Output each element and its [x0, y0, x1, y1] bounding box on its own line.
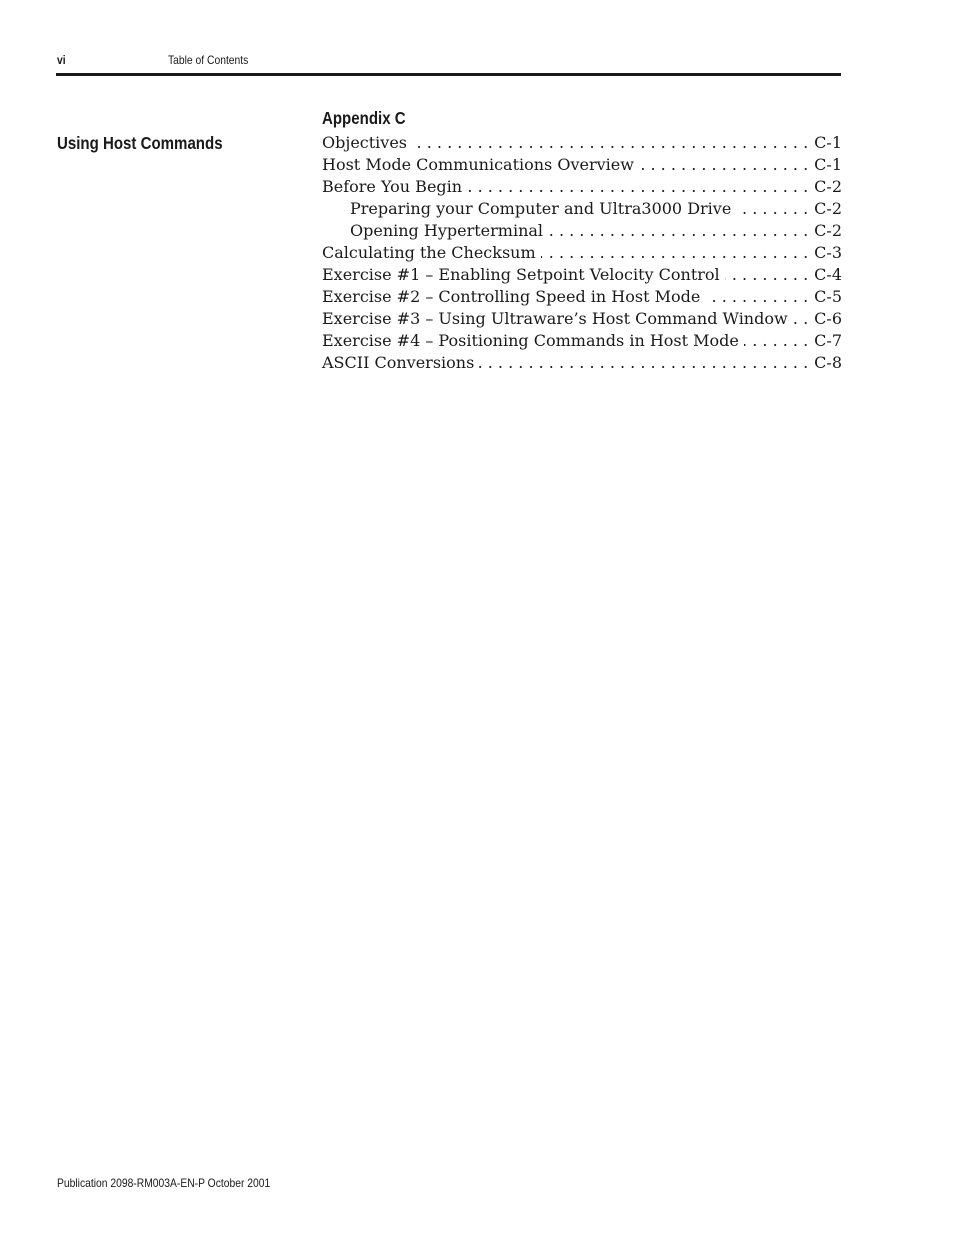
toc-entry-title: Exercise #1 – Enabling Setpoint Velocity Control	[322, 265, 720, 284]
page-folio: vi	[57, 53, 66, 67]
toc-dot-leader	[639, 154, 814, 176]
toc-entry-page: C-1	[814, 133, 842, 152]
toc-entry-title: Before You Begin	[322, 177, 463, 196]
chapter-title: Using Host Commands	[57, 133, 223, 153]
toc-dot-leader	[744, 330, 814, 352]
toc-entry-exercise-4[interactable]	[322, 330, 842, 352]
toc-entry-page: C-3	[814, 243, 842, 262]
toc-entry-title: Preparing your Computer and Ultra3000 Drive	[350, 199, 732, 218]
toc-entry-page: C-1	[814, 155, 842, 174]
toc-entry-calculating-the-checksum[interactable]	[322, 242, 842, 264]
running-head-title: Table of Contents	[168, 53, 249, 67]
toc-dot-leader	[412, 132, 814, 154]
toc-entry-page: C-5	[814, 287, 842, 306]
toc-entry-title: Exercise #4 – Positioning Commands in Host Mode	[322, 331, 739, 350]
toc-entry-title: Exercise #3 – Using Ultraware’s Host Command Window	[322, 309, 788, 328]
toc-entry-ascii-conversions[interactable]	[322, 352, 842, 374]
toc-entry-exercise-1[interactable]	[322, 264, 842, 286]
toc-dot-leader	[541, 242, 815, 264]
toc-dot-leader	[479, 352, 814, 374]
toc-entry-page: C-8	[814, 353, 842, 372]
toc-entry-page: C-2	[814, 177, 842, 196]
toc-entry-host-mode-communications-overview[interactable]	[322, 154, 842, 176]
toc-entry-title: ASCII Conversions	[322, 353, 475, 372]
toc-entry-preparing-your-computer[interactable]	[322, 198, 842, 220]
publication-footer: Publication 2098-RM003A-EN-P October 2001	[57, 1176, 271, 1190]
header-rule	[56, 73, 841, 76]
toc-entry-title: Calculating the Checksum	[322, 243, 536, 262]
toc-list	[322, 132, 842, 374]
toc-dot-leader	[736, 198, 814, 220]
toc-entry-title: Exercise #2 – Controlling Speed in Host Mode	[322, 287, 701, 306]
toc-entry-exercise-3[interactable]	[322, 308, 842, 330]
toc-dot-leader	[705, 286, 814, 308]
toc-entry-opening-hyperterminal[interactable]	[322, 220, 842, 242]
toc-entry-title: Objectives	[322, 133, 408, 152]
toc-entry-page: C-4	[814, 265, 842, 284]
toc-entry-page: C-6	[814, 309, 842, 328]
toc-entry-before-you-begin[interactable]	[322, 176, 842, 198]
toc-dot-leader	[725, 264, 815, 286]
toc-entry-exercise-2[interactable]	[322, 286, 842, 308]
toc-dot-leader	[467, 176, 814, 198]
toc-entry-objectives[interactable]	[322, 132, 842, 154]
toc-dot-leader	[793, 308, 814, 330]
toc-entry-title: Opening Hyperterminal	[350, 221, 544, 240]
toc-entry-page: C-7	[814, 331, 842, 350]
toc-entry-title: Host Mode Communications Overview	[322, 155, 634, 174]
toc-entry-page: C-2	[814, 199, 842, 218]
toc-dot-leader	[548, 220, 814, 242]
appendix-heading: Appendix C	[322, 108, 406, 128]
toc-entry-page: C-2	[814, 221, 842, 240]
